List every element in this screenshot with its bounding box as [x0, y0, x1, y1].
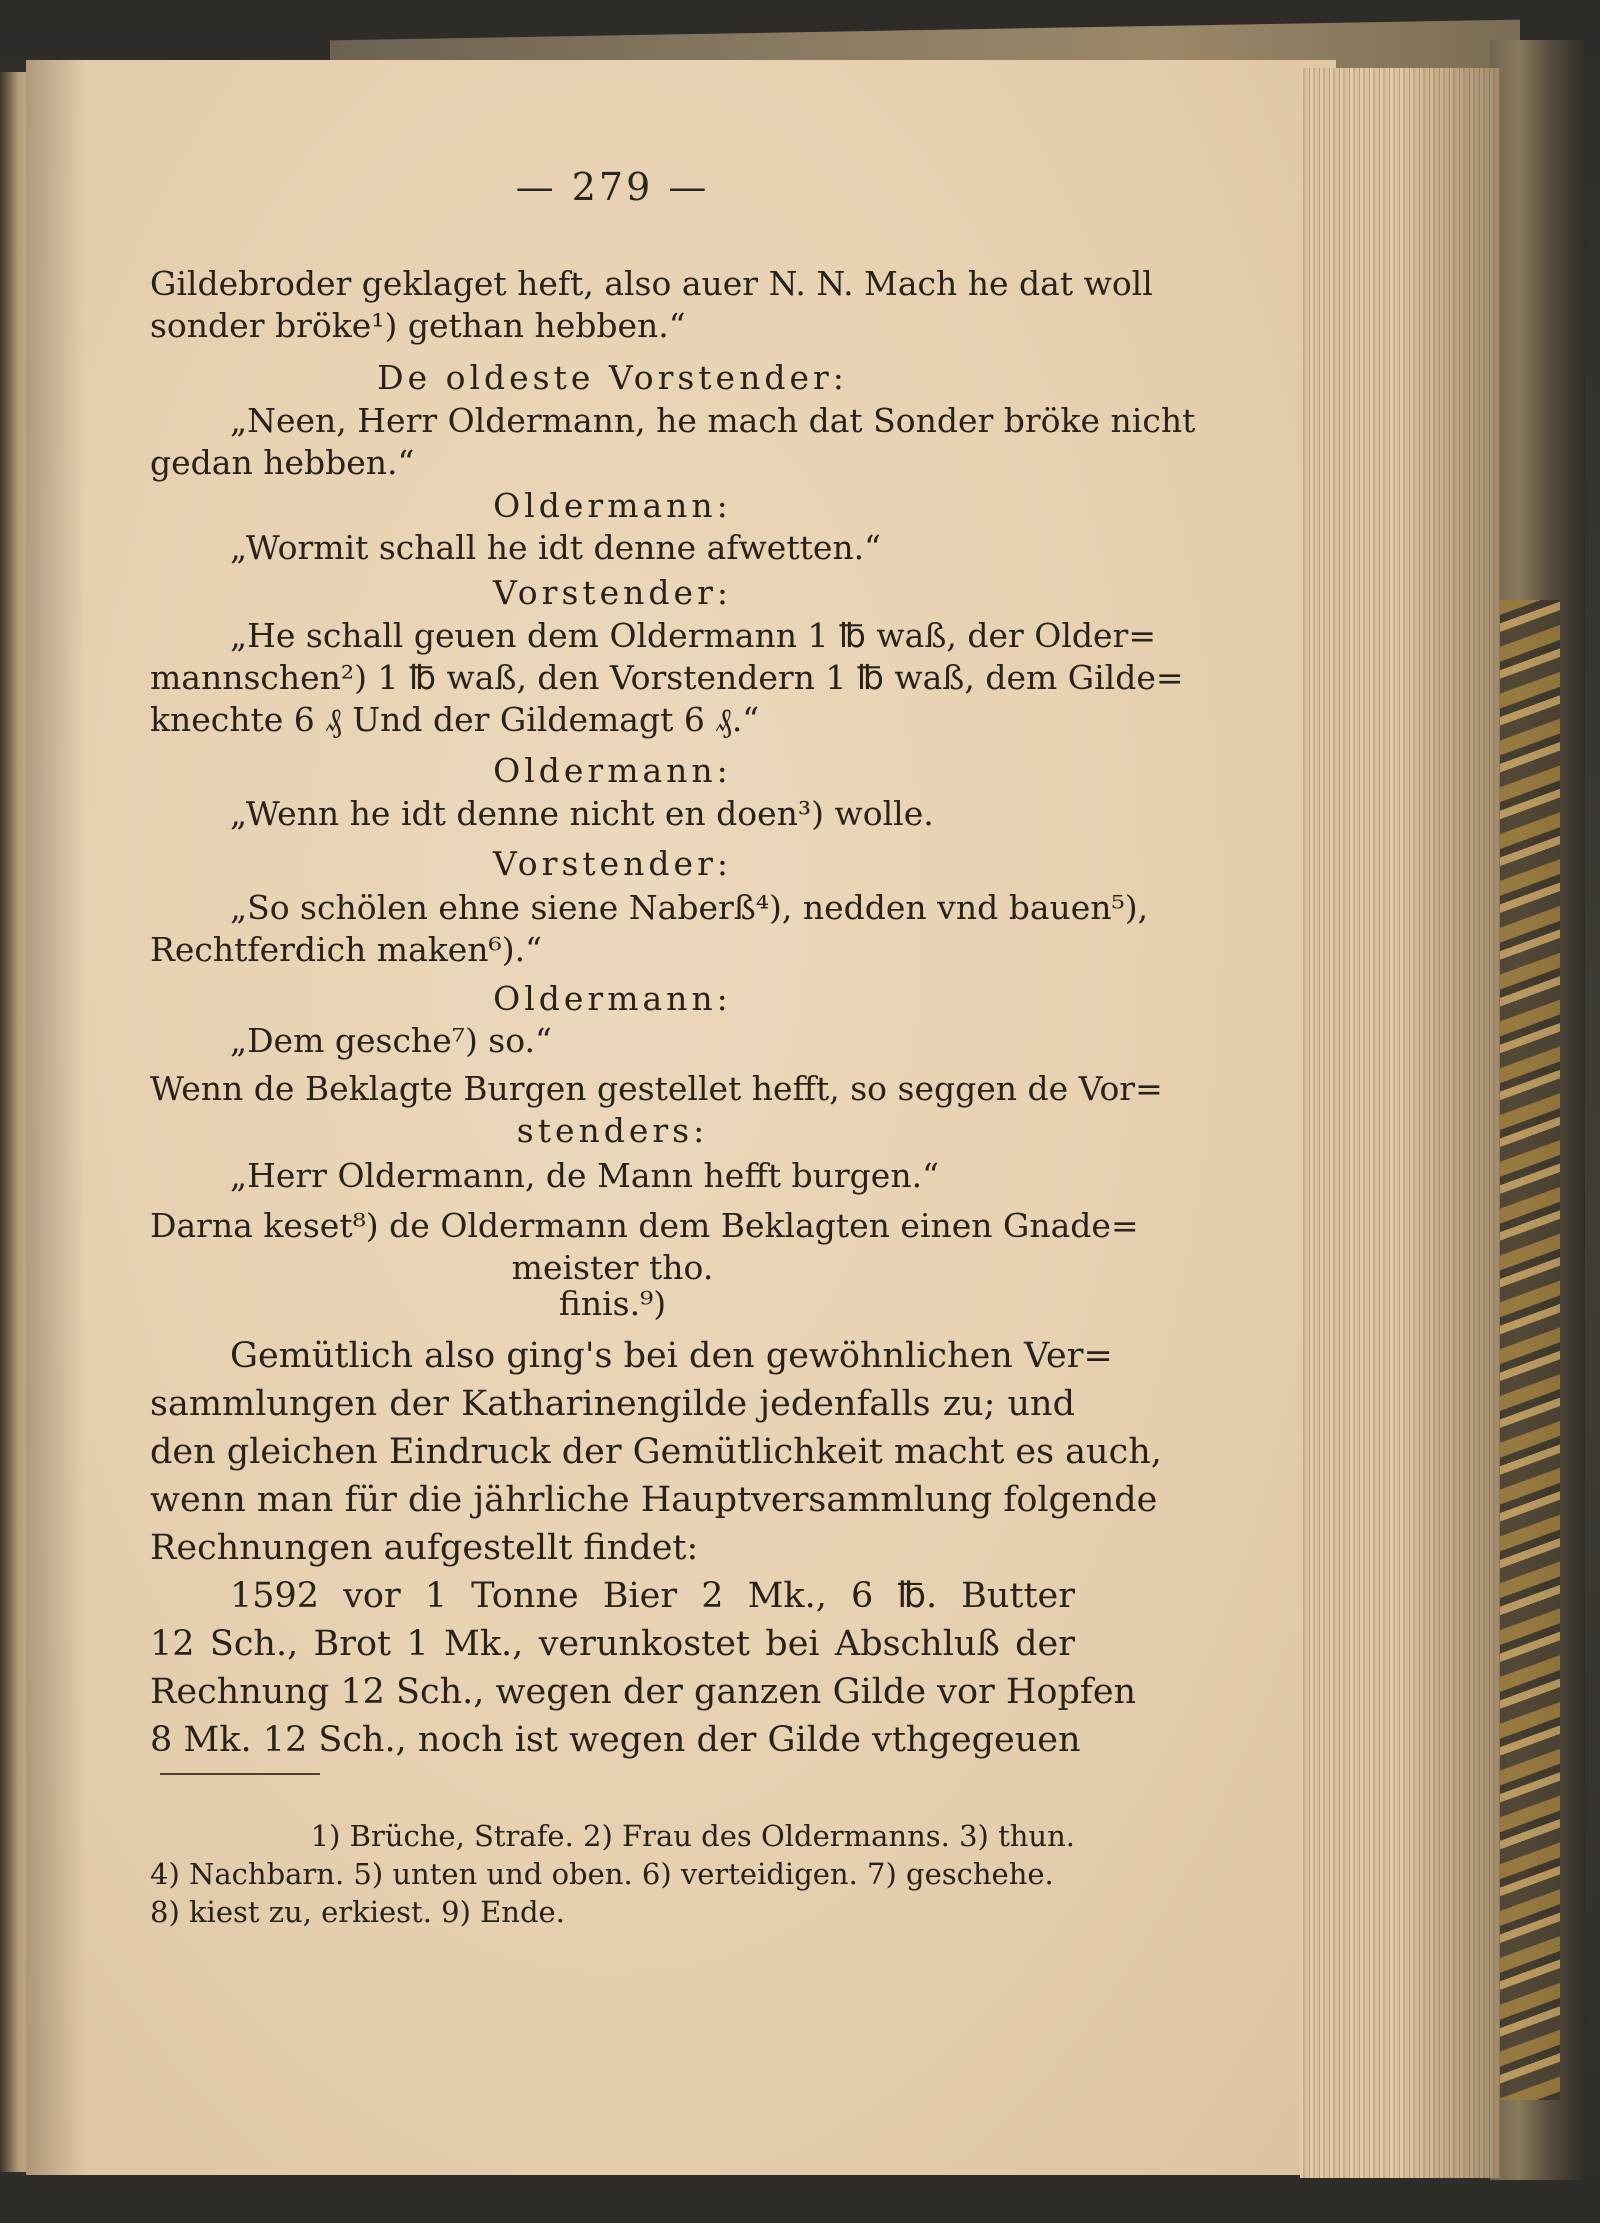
text-line: Rechnung 12 Sch., wegen der ganzen Gilde vor Hopfen: [150, 1672, 1137, 1712]
text-line: „He schall geuen dem Oldermann 1 ℔ waß, der Older=: [230, 616, 1156, 655]
footnote-line: 8) kiest zu, erkiest. 9) Ende.: [150, 1895, 565, 1929]
text-line: wenn man für die jährliche Hauptversammlung folgende: [150, 1480, 1158, 1520]
text-line: 8 Mk. 12 Sch., noch ist wegen der Gilde vthgegeuen: [150, 1720, 1081, 1760]
text-line: Rechnungen aufgestellt findet:: [150, 1528, 699, 1568]
speaker-heading: Oldermann:: [493, 979, 732, 1018]
text-line: 1592 vor 1 Tonne Bier 2 Mk., 6 ℔. Butter: [230, 1576, 1075, 1616]
text-line: knechte 6 ₰ Und der Gildemagt 6 ₰.“: [150, 700, 760, 739]
speaker-heading: Vorstender:: [493, 573, 732, 612]
text-line: „So schölen ehne siene Naberß⁴), nedden vnd bauen⁵),: [230, 888, 1149, 927]
speaker-heading: stenders:: [516, 1111, 709, 1150]
text-line: den gleichen Eindruck der Gemütlichkeit macht es auch,: [150, 1432, 1162, 1472]
text-line: „Wormit schall he idt denne afwetten.“: [230, 528, 881, 567]
text-line: Wenn de Beklagte Burgen gestellet hefft, so seggen de Vor=: [150, 1069, 1163, 1108]
text-line: „Herr Oldermann, de Mann hefft burgen.“: [230, 1156, 939, 1195]
text-line: „Dem gesche⁷) so.“: [230, 1021, 552, 1060]
text-line: gedan hebben.“: [150, 443, 415, 482]
text-line: „Neen, Herr Oldermann, he mach dat Sonder bröke nicht: [230, 401, 1196, 440]
speaker-heading: De oldeste Vorstender:: [377, 358, 848, 397]
speaker-heading: Oldermann:: [493, 486, 732, 525]
marbled-edge: [1500, 600, 1560, 2100]
speaker-heading: Vorstender:: [493, 844, 732, 883]
text-line: Rechtferdich maken⁶).“: [150, 930, 543, 969]
text-line: finis.⁹): [558, 1284, 667, 1323]
text-line: sammlungen der Katharinengilde jedenfalls zu; und: [150, 1384, 1075, 1424]
text-line: mannschen²) 1 ℔ waß, den Vorstendern 1 ℔ waß, dem Gilde=: [150, 658, 1184, 697]
gutter-shadow: [26, 60, 86, 2175]
page-number: — 279 —: [515, 165, 710, 209]
text-line: 12 Sch., Brot 1 Mk., verunkostet bei Abschluß der: [150, 1624, 1075, 1664]
text-line: Gildebroder geklaget heft, also auer N. N. Mach he dat woll: [150, 264, 1153, 303]
page-edges-shade: [1400, 68, 1500, 2178]
text-line: Darna keset⁸) de Oldermann dem Beklagten einen Gnade=: [150, 1206, 1139, 1245]
text-line: meister tho.: [511, 1248, 714, 1287]
footnote-rule: [160, 1773, 320, 1775]
text-line: „Wenn he idt denne nicht en doen³) wolle.: [230, 794, 934, 833]
footnote-line: 4) Nachbarn. 5) unten und oben. 6) verteidigen. 7) geschehe.: [150, 1857, 1054, 1891]
footnote-line: 1) Brüche, Strafe. 2) Frau des Oldermanns. 3) thun.: [310, 1819, 1075, 1853]
speaker-heading: Oldermann:: [493, 751, 732, 790]
text-line: sonder bröke¹) gethan hebben.“: [150, 306, 686, 345]
text-line: Gemütlich also ging's bei den gewöhnlichen Ver=: [230, 1336, 1113, 1376]
